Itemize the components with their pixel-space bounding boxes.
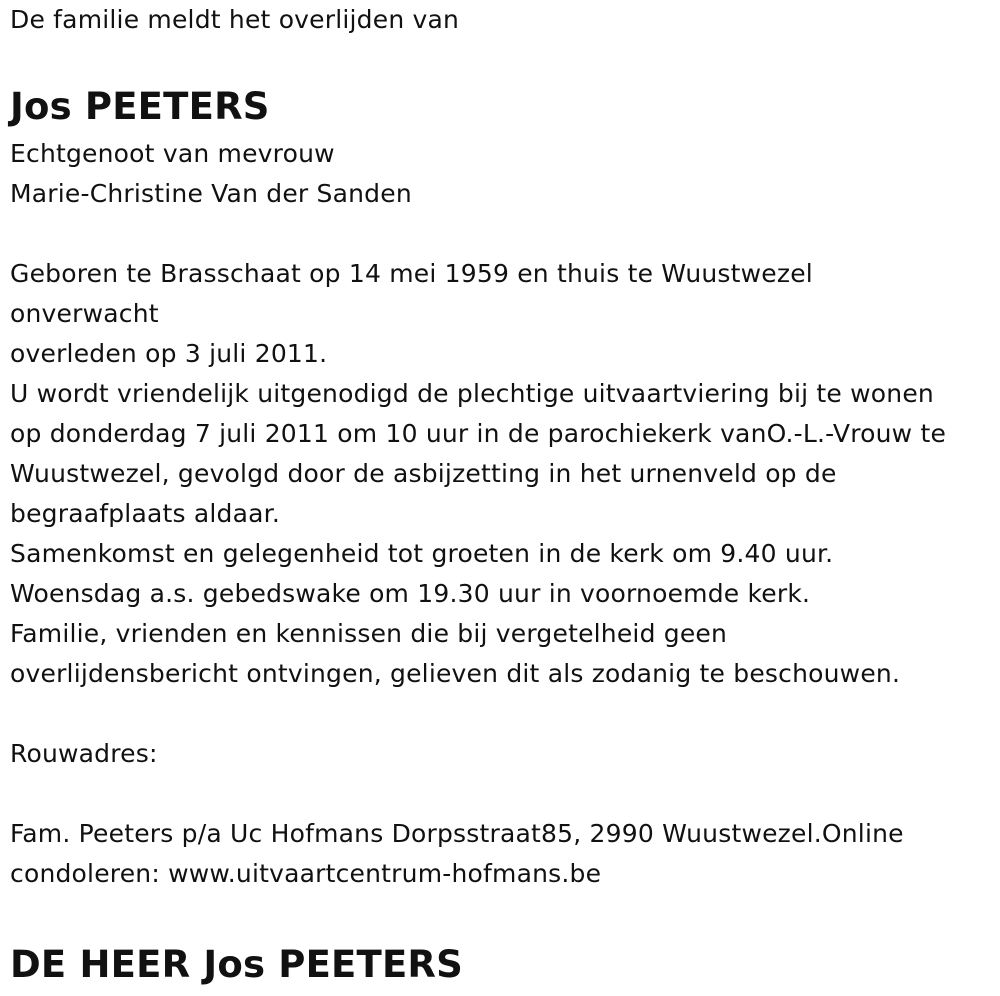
body-line: Samenkomst en gelegenheid tot groeten in de kerk om 9.40 uur. <box>10 539 834 568</box>
spouse-line-2: Marie-Christine Van der Sanden <box>10 179 412 208</box>
body-line: op donderdag 7 juli 2011 om 10 uur in de parochiekerk vanO.-L.-Vrouw te <box>10 419 947 448</box>
deceased-name: Jos PEETERS <box>10 85 270 128</box>
body-line: overleden op 3 juli 2011. <box>10 339 328 368</box>
spacer <box>10 894 995 938</box>
body-line: Geboren te Brasschaat op 14 mei 1959 en thuis te Wuustwezel <box>10 259 813 288</box>
spacer <box>10 774 995 814</box>
body-line: U wordt vriendelijk uitgenodigd de plechtige uitvaartviering bij te wonen <box>10 379 934 408</box>
spacer <box>10 40 995 80</box>
body-line: overlijdensbericht ontvingen, gelieven dit als zodanig te beschouwen. <box>10 659 901 688</box>
body-line: Wuustwezel, gevolgd door de asbijzetting in het urnenveld op de <box>10 459 837 488</box>
closing-name: DE HEER Jos PEETERS <box>10 943 463 986</box>
body-line: Woensdag a.s. gebedswake om 19.30 uur in voornoemde kerk. <box>10 579 811 608</box>
spacer <box>10 214 995 254</box>
address-line: Fam. Peeters p/a Uc Hofmans Dorpsstraat85, 2990 Wuustwezel.Online <box>10 819 904 848</box>
intro-text: De familie meldt het overlijden van <box>10 5 460 34</box>
body-line: onverwacht <box>10 299 159 328</box>
obituary-notice <box>10 0 995 992</box>
spacer <box>10 694 995 734</box>
spouse-line-1: Echtgenoot van mevrouw <box>10 139 335 168</box>
body-line: begraafplaats aldaar. <box>10 499 280 528</box>
address-label: Rouwadres: <box>10 739 158 768</box>
address-line: condoleren: www.uitvaartcentrum-hofmans.be <box>10 859 602 888</box>
body-line: Familie, vrienden en kennissen die bij vergetelheid geen <box>10 619 728 648</box>
